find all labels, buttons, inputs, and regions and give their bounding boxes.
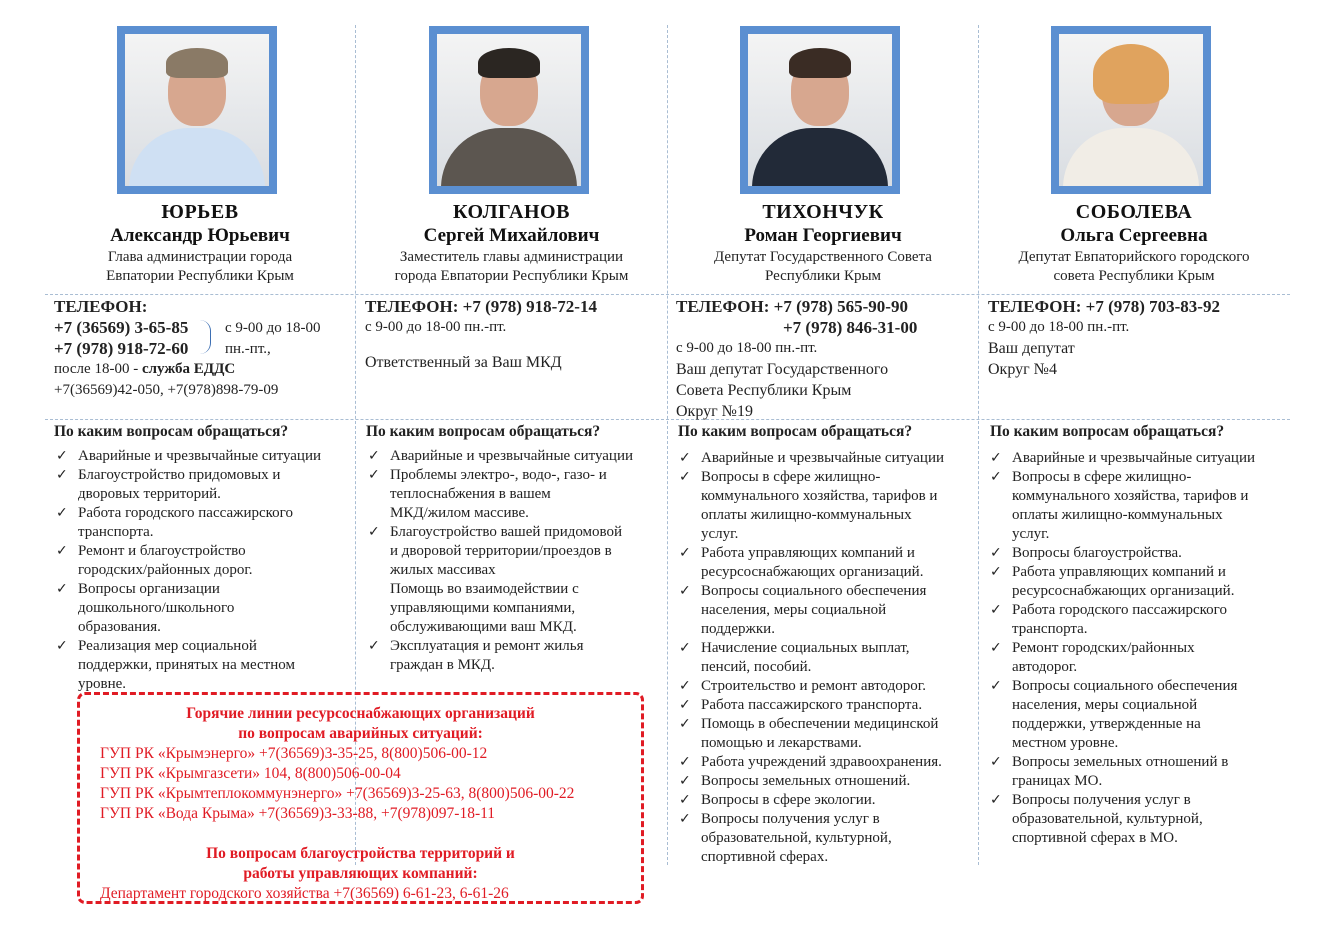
- list-item: спортивной сферах в МО.: [1012, 830, 1178, 846]
- column-divider-2: [667, 25, 668, 865]
- working-hours: с 9-00 до 18-00 пн.-пт.: [988, 319, 1130, 335]
- topics-list-1: [54, 447, 354, 694]
- list-item: ✓ Вопросы социального обеспечения: [677, 582, 977, 601]
- list-item: обслуживающими ваш МКД.: [390, 619, 577, 635]
- list-item: жилых массивах: [390, 562, 496, 578]
- list-item: пенсий, пособий.: [701, 659, 812, 675]
- list-item: ✓ Работа учреждений здравоохранения.: [677, 753, 977, 772]
- list-item: управляющими компаниями,: [390, 600, 576, 616]
- list-item: ✓ Эксплуатация и ремонт жилья: [366, 637, 666, 656]
- list-item: ✓ Аварийные и чрезвычайные ситуации: [677, 449, 977, 468]
- phone-number[interactable]: +7 (978) 846-31-00: [783, 318, 918, 337]
- person-name: Александр Юрьевич: [110, 225, 290, 246]
- portrait-hair: [1093, 44, 1169, 104]
- list-item: ✓ Вопросы социального обеспечения: [988, 677, 1288, 696]
- row-divider-bottom: [45, 419, 1290, 420]
- person-card-2: [356, 200, 667, 286]
- list-item: ✓ Работа пассажирского транспорта.: [677, 696, 977, 715]
- list-item: ✓ Помощь в обеспечении медицинской: [677, 715, 977, 734]
- list-item: МКД/жилом массиве.: [390, 505, 529, 521]
- column-divider-3: [978, 25, 979, 865]
- list-item: ✓ Аварийные и чрезвычайные ситуации: [988, 449, 1288, 468]
- list-item: спортивной сферах.: [701, 849, 829, 865]
- deputy-note: Совета Республики Крым: [676, 382, 852, 399]
- person-role-line: Евпатории Республики Крым: [106, 268, 294, 284]
- list-item: поддержки, принятых на местном: [78, 657, 295, 673]
- list-item: ✓ Вопросы в сфере жилищно-: [988, 468, 1288, 487]
- list-item: ✓ Вопросы земельных отношений.: [677, 772, 977, 791]
- list-item: автодорог.: [1012, 659, 1078, 675]
- list-item: ✓ Работа управляющих компаний и: [677, 544, 977, 563]
- list-item: образования.: [78, 619, 161, 635]
- portrait-body: [752, 128, 888, 186]
- person-surname: ТИХОНЧУК: [762, 201, 884, 223]
- list-item: границах МО.: [1012, 773, 1103, 789]
- person-role-line: Депутат Государственного Совета: [714, 249, 932, 265]
- portrait-hair: [789, 48, 851, 78]
- person-card-4: [979, 200, 1289, 286]
- list-item: ✓ Вопросы организации: [54, 580, 354, 599]
- list-item: ресурсоснабжающих организаций.: [701, 564, 924, 580]
- list-item: ✓ Ремонт городских/районных: [988, 639, 1288, 658]
- working-days: пн.-пт.,: [225, 341, 271, 357]
- hotline-entry[interactable]: ГУП РК «Вода Крыма» +7(36569)3-33-88, +7(978)097-18-11: [100, 805, 496, 822]
- list-item: ✓ Аварийные и чрезвычайные ситуации: [54, 447, 354, 466]
- portrait-body: [1063, 128, 1199, 186]
- portrait-frame-3: [740, 26, 900, 194]
- responsibility-note: Ответственный за Ваш МКД: [365, 354, 562, 371]
- list-item: поддержки.: [701, 621, 775, 637]
- row-divider-top: [45, 294, 1290, 295]
- phone-label[interactable]: ТЕЛЕФОН: +7 (978) 918-72-14: [365, 297, 597, 316]
- list-item: Помощь во взаимодействии с: [390, 581, 579, 597]
- list-item: ✓ Проблемы электро-, водо-, газо- и: [366, 466, 666, 485]
- person-name: Ольга Сергеевна: [1060, 225, 1208, 246]
- after-hours-prefix: после 18-00 -: [54, 361, 142, 377]
- person-role-line: города Евпатории Республики Крым: [394, 268, 629, 284]
- phone-number[interactable]: +7 (36569) 3-65-85: [54, 318, 189, 337]
- list-item: ✓ Благоустройство придомовых и: [54, 466, 354, 485]
- list-item: ✓ Вопросы земельных отношений в: [988, 753, 1288, 772]
- person-name: Сергей Михайлович: [423, 225, 600, 246]
- deputy-note: Ваш депутат Государственного: [676, 361, 889, 378]
- list-item: дворовых территорий.: [78, 486, 221, 502]
- portrait-hair: [166, 48, 228, 78]
- hotline-subtitle: по вопросам аварийных ситуаций:: [238, 725, 483, 742]
- list-item: образовательной, культурной,: [701, 830, 892, 846]
- contact-block-4: [988, 296, 1288, 380]
- list-item: ✓ Работа управляющих компаний и: [988, 563, 1288, 582]
- list-item: коммунального хозяйства, тарифов и: [701, 488, 938, 504]
- list-item: услуг.: [1012, 526, 1050, 542]
- person-surname: КОЛГАНОВ: [453, 201, 570, 223]
- list-item: ✓ Вопросы благоустройства.: [988, 544, 1288, 563]
- district-note: Округ №4: [988, 361, 1057, 378]
- list-item: ✓ Аварийные и чрезвычайные ситуации: [366, 447, 666, 466]
- list-item: транспорта.: [78, 524, 154, 540]
- edds-phones[interactable]: +7(36569)42-050, +7(978)898-79-09: [54, 382, 279, 398]
- list-item: помощью и лекарствами.: [701, 735, 862, 751]
- phone-label[interactable]: ТЕЛЕФОН: +7 (978) 565-90-90: [676, 297, 908, 316]
- list-item: и дворовой территории/проездов в: [390, 543, 612, 559]
- list-item: ✓ Благоустройство вашей придомовой: [366, 523, 666, 542]
- list-item: оплаты жилищно-коммунальных: [1012, 507, 1223, 523]
- hotline-title: Горячие линии ресурсоснабжающих организаций: [186, 705, 535, 722]
- hotline-entry[interactable]: ГУП РК «Крымтеплокоммунэнерго» +7(36569)3-25-63, 8(800)506-00-22: [100, 785, 575, 802]
- list-item: ✓ Вопросы получения услуг в: [677, 810, 977, 829]
- list-item: населения, меры социальной: [701, 602, 887, 618]
- list-item: поддержки, утвержденные на: [1012, 716, 1201, 732]
- topics-list-2: [366, 447, 666, 675]
- questions-title-3: По каким вопросам обращаться?: [678, 423, 913, 440]
- list-item: ресурсоснабжающих организаций.: [1012, 583, 1235, 599]
- portrait-frame-1: [117, 26, 277, 194]
- portrait-body: [441, 128, 577, 186]
- person-role-line: Глава администрации города: [107, 249, 293, 265]
- list-item: дошкольного/школьного: [78, 600, 235, 616]
- list-item: уровне.: [78, 676, 127, 692]
- contact-block-3: [676, 296, 976, 422]
- portrait-body: [129, 128, 265, 186]
- list-item: городских/районных дорог.: [78, 562, 253, 578]
- person-surname: ЮРЬЕВ: [161, 201, 239, 223]
- hotline-entry[interactable]: ГУП РК «Крымэнерго» +7(36569)3-35-25, 8(800)506-00-12: [100, 745, 488, 762]
- person-role-line: совета Республики Крым: [1053, 268, 1215, 284]
- list-item: транспорта.: [1012, 621, 1088, 637]
- topics-list-4: [988, 449, 1288, 848]
- phone-number[interactable]: +7 (978) 918-72-60: [54, 339, 189, 358]
- list-item: теплоснабжения в вашем: [390, 486, 551, 502]
- portrait-3: [748, 34, 892, 186]
- person-name: Роман Георгиевич: [744, 225, 902, 246]
- questions-title-1: По каким вопросам обращаться?: [54, 423, 289, 440]
- department-entry[interactable]: Департамент городского хозяйства +7(36569) 6-61-23, 6-61-26: [100, 885, 509, 902]
- list-item: образовательной, культурной,: [1012, 811, 1203, 827]
- working-hours: с 9-00 до 18-00 пн.-пт.: [365, 319, 507, 335]
- person-role-line: Депутат Евпаторийского городского: [1018, 249, 1250, 265]
- portrait-1: [125, 34, 269, 186]
- list-item: оплаты жилищно-коммунальных: [701, 507, 912, 523]
- list-item: ✓ Работа городского пассажирского: [988, 601, 1288, 620]
- hotline-entry[interactable]: ГУП РК «Крымгазсети» 104, 8(800)506-00-04: [100, 765, 401, 782]
- questions-title-2: По каким вопросам обращаться?: [366, 423, 601, 440]
- list-item: граждан в МКД.: [390, 657, 495, 673]
- portrait-2: [437, 34, 581, 186]
- list-item: ✓ Вопросы в сфере экологии.: [677, 791, 977, 810]
- list-item: ✓ Вопросы получения услуг в: [988, 791, 1288, 810]
- person-card-1: [45, 200, 355, 286]
- list-item: коммунального хозяйства, тарифов и: [1012, 488, 1249, 504]
- hotline-box: [77, 692, 644, 904]
- working-hours: с 9-00 до 18-00: [225, 320, 321, 336]
- person-surname: СОБОЛЕВА: [1075, 201, 1193, 223]
- person-role-line: Заместитель главы администрации: [399, 249, 624, 265]
- deputy-note: Ваш депутат: [988, 340, 1075, 357]
- questions-title-4: По каким вопросам обращаться?: [990, 423, 1225, 440]
- list-item: ✓ Вопросы в сфере жилищно-: [677, 468, 977, 487]
- list-item: местном уровне.: [1012, 735, 1119, 751]
- list-item: ✓ Работа городского пассажирского: [54, 504, 354, 523]
- person-card-3: [668, 200, 978, 286]
- district-note: Округ №19: [676, 403, 753, 420]
- maintenance-subtitle: работы управляющих компаний:: [243, 865, 478, 882]
- list-item: ✓ Строительство и ремонт автодорог.: [677, 677, 977, 696]
- topics-list-3: [677, 449, 977, 867]
- portrait-frame-2: [429, 26, 589, 194]
- contact-block-2: [365, 296, 665, 373]
- list-item: услуг.: [701, 526, 739, 542]
- phone-label[interactable]: ТЕЛЕФОН: +7 (978) 703-83-92: [988, 297, 1220, 316]
- after-hours-service: служба ЕДДС: [141, 361, 236, 377]
- list-item: ✓ Ремонт и благоустройство: [54, 542, 354, 561]
- after-hours-note: [54, 359, 354, 380]
- portrait-4: [1059, 34, 1203, 186]
- person-role-line: Республики Крым: [764, 268, 882, 284]
- list-item: населения, меры социальной: [1012, 697, 1198, 713]
- list-item: ✓ Начисление социальных выплат,: [677, 639, 977, 658]
- working-hours: с 9-00 до 18-00 пн.-пт.: [676, 340, 818, 356]
- phone-label: ТЕЛЕФОН:: [54, 297, 148, 316]
- portrait-frame-4: [1051, 26, 1211, 194]
- maintenance-title: По вопросам благоустройства территорий и: [206, 845, 515, 862]
- list-item: ✓ Реализация мер социальной: [54, 637, 354, 656]
- portrait-hair: [478, 48, 540, 78]
